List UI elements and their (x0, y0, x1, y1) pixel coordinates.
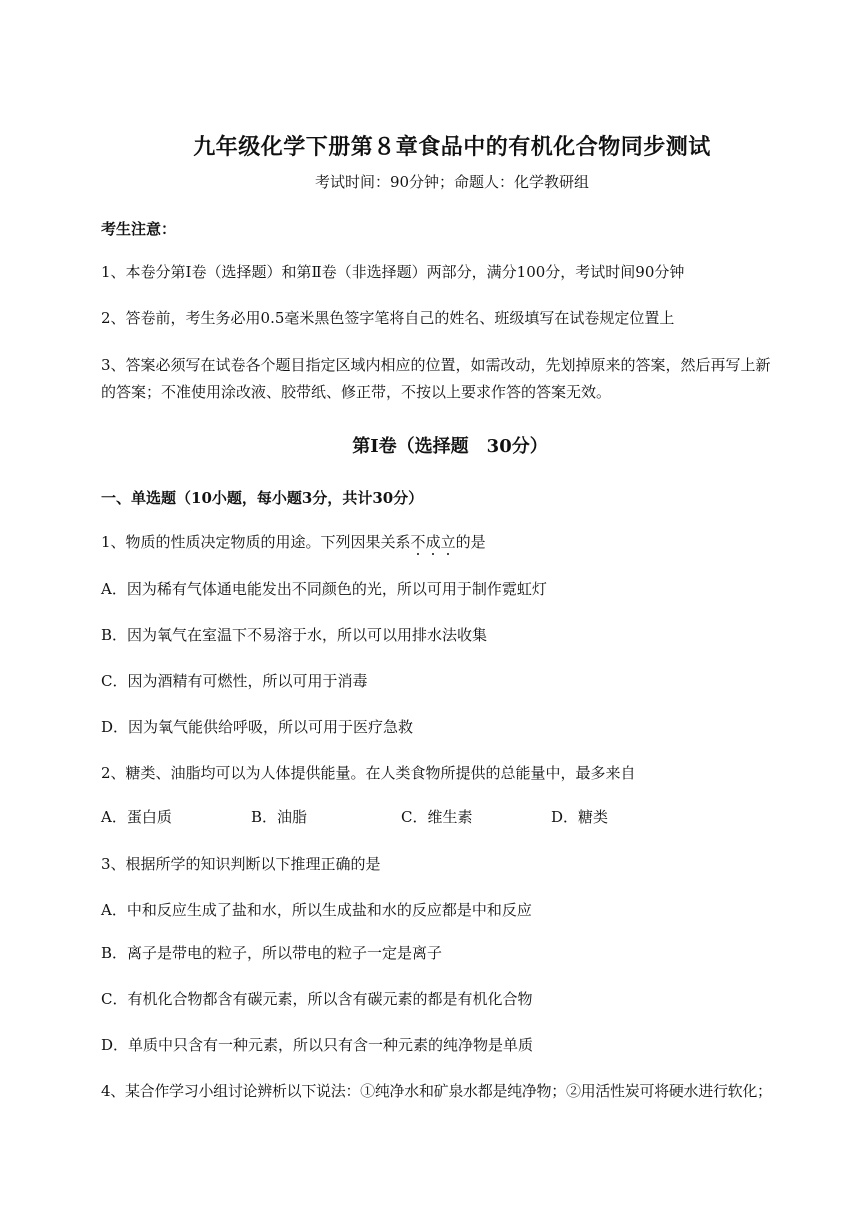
question-1-option-b: B．因为氧气在室温下不易溶于水，所以可以用排水法收集 (101, 626, 488, 644)
question-3-option-d: D．单质中只含有一种元素，所以只有含一种元素的纯净物是单质 (101, 1036, 534, 1054)
question-2-option-c: C．维生素 (401, 808, 473, 826)
section-title: 第Ⅰ卷（选择题 30分） (352, 436, 548, 457)
notice-heading: 考生注意： (101, 220, 177, 238)
emphasis-char: 成 (425, 533, 441, 551)
notice-item: 1、本卷分第Ⅰ卷（选择题）和第Ⅱ卷（非选择题）两部分，满分100分，考试时间90分钟 (101, 263, 685, 281)
question-3-option-b: B．离子是带电的粒子，所以带电的粒子一定是离子 (101, 944, 443, 962)
question-4-stem: 4、某合作学习小组讨论辨析以下说法：①纯净水和矿泉水都是纯净物；②用活性炭可将硬水进行软化； (101, 1082, 772, 1100)
question-2-stem: 2、糖类、油脂均可以为人体提供能量。在人类食物所提供的总能量中，最多来自 (101, 764, 636, 782)
part-heading: 一、单选题（10小题，每小题3分，共计30分） (101, 489, 424, 507)
question-stem-text: 的是 (455, 533, 486, 551)
question-3-stem: 3、根据所学的知识判断以下推理正确的是 (101, 855, 381, 873)
question-3-option-a: A．中和反应生成了盐和水，所以生成盐和水的反应都是中和反应 (101, 901, 532, 919)
notice-item: 3、答案必须写在试卷各个题目指定区域内相应的位置，如需改动，先划掉原来的答案，然后再写上新 (101, 356, 771, 374)
question-1-stem (101, 531, 486, 553)
notice-item: 2、答卷前，考生务必用0.5毫米黑色签字笔将自己的姓名、班级填写在试卷规定位置上 (101, 309, 675, 327)
question-2-option-a: A．蛋白质 (101, 808, 172, 826)
exam-info: 考试时间：90分钟；命题人：化学教研组 (314, 173, 590, 191)
emphasis-char: 不 (410, 533, 426, 551)
question-stem-text: 1、物质的性质决定物质的用途。下列因果关系 (101, 533, 411, 551)
question-1-option-a: A．因为稀有气体通电能发出不同颜色的光，所以可用于制作霓虹灯 (101, 580, 547, 598)
question-1-option-c: C．因为酒精有可燃性，所以可用于消毒 (101, 672, 368, 690)
question-2-option-d: D．糖类 (551, 808, 609, 826)
page-title: 九年级化学下册第８章食品中的有机化合物同步测试 (193, 134, 711, 160)
emphasis-char: 立 (440, 533, 456, 551)
question-2-option-b: B．油脂 (251, 808, 308, 826)
notice-item-continued: 的答案；不准使用涂改液、胶带纸、修正带，不按以上要求作答的答案无效。 (101, 383, 612, 401)
question-3-option-c: C．有机化合物都含有碳元素，所以含有碳元素的都是有机化合物 (101, 990, 533, 1008)
question-1-option-d: D．因为氧气能供给呼吸，所以可用于医疗急救 (101, 718, 414, 736)
